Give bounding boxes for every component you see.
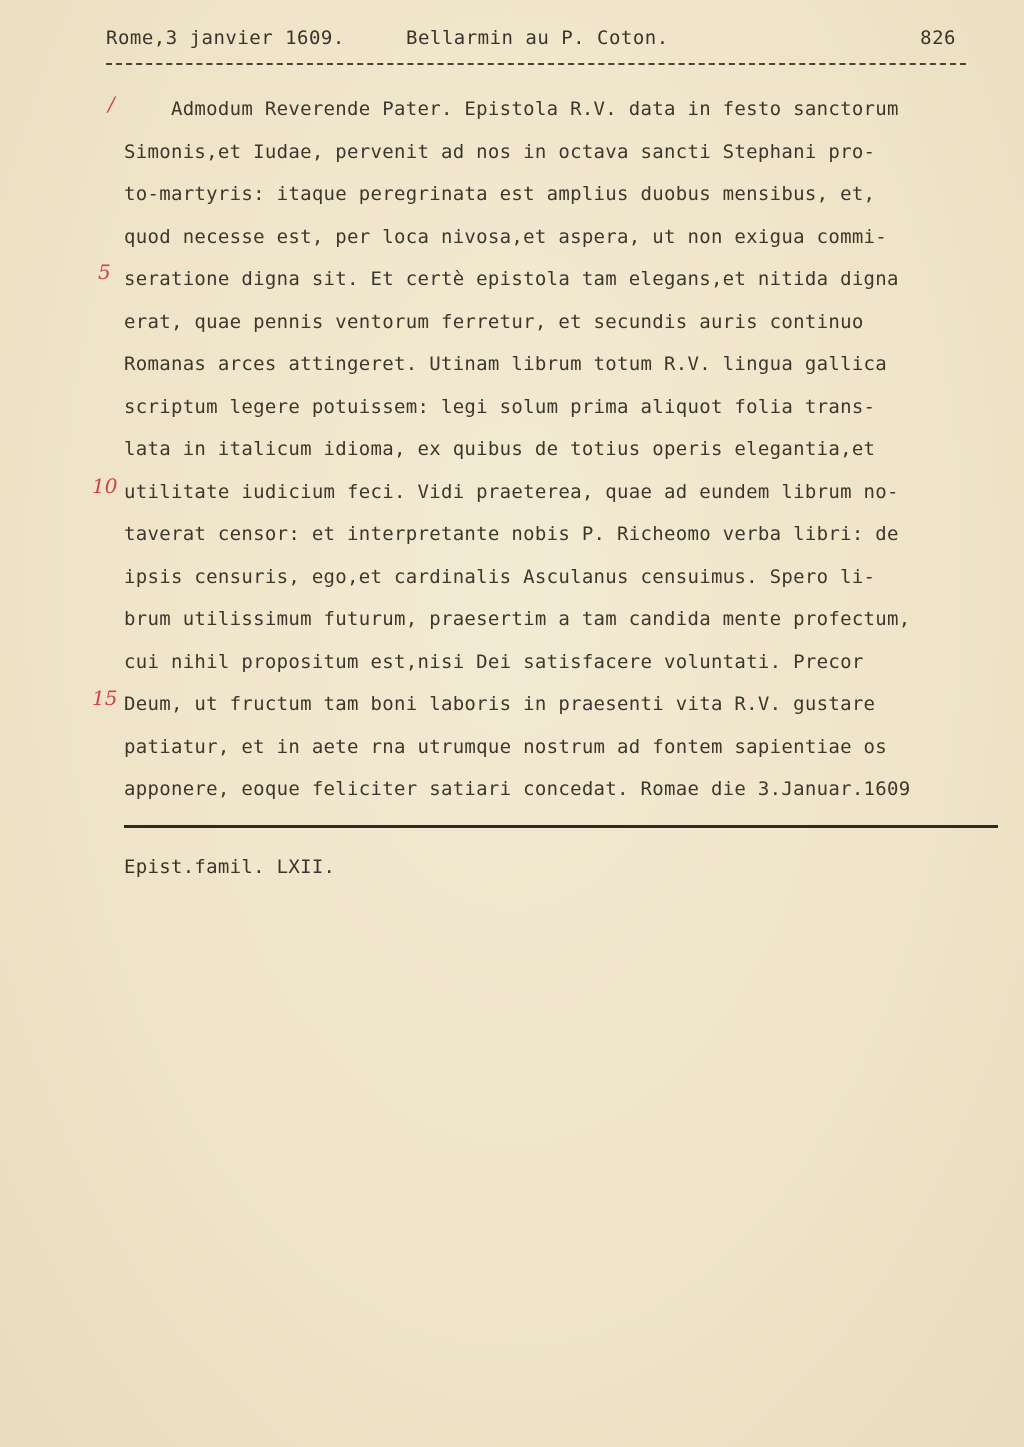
body-line: erat, quae pennis ventorum ferretur, et secundis auris continuo [124, 310, 864, 333]
body-line: Deum, ut fructum tam boni laboris in praesenti vita R.V. gustare [124, 693, 876, 715]
letter-body [124, 88, 1004, 811]
body-line: quod necesse est, per loca nivosa,et aspera, ut non exigua commi- [124, 225, 888, 248]
body-line: ipsis censuris, ego,et cardinalis Asculanus censuimus. Spero li- [124, 565, 876, 588]
body-line: scriptum legere potuissem: legi solum prima aliquot folia trans- [124, 395, 876, 418]
line-number-5: 5 [98, 260, 111, 284]
body-line: Admodum Reverende Pater. Epistola R.V. data in festo sanctorum [124, 98, 899, 120]
body-line: brum utilissimum futurum, praesertim a tam candida mente profectum, [124, 608, 911, 630]
body-line: Simonis,et Iudae, pervenit ad nos in octava sancti Stephani pro- [124, 140, 876, 163]
line-number-1: / [108, 92, 115, 116]
body-line: seratione digna sit. Et certè epistola tam elegans,et nitida digna [124, 268, 899, 290]
page-number: 826 [920, 27, 956, 49]
source-reference: Epist.famil. LXII. [124, 856, 336, 878]
letter-correspondents: Bellarmin au P. Coton. [406, 27, 669, 49]
body-line: Romanas arces attingeret. Utinam librum totum R.V. lingua gallica [124, 353, 888, 375]
header-divider [106, 63, 966, 65]
footer-divider [124, 825, 998, 828]
body-line: apponere, eoque feliciter satiari concedat. Romae die 3.Januar.1609 [124, 778, 911, 800]
body-line: lata in italicum idioma, ex quibus de totius operis elegantia,et [124, 438, 876, 460]
line-number-10: 10 [92, 474, 118, 498]
body-line: utilitate iudicium feci. Vidi praeterea, quae ad eundem librum no- [124, 480, 899, 503]
body-line: to-martyris: itaque peregrinata est amplius duobus mensibus, et, [124, 183, 876, 205]
body-line: taverat censor: et interpretante nobis P. Richeomo verba libri: de [124, 523, 899, 545]
letter-date: Rome,3 janvier 1609. [106, 27, 345, 49]
body-line: cui nihil propositum est,nisi Dei satisfacere voluntati. Precor [124, 650, 864, 673]
body-line: patiatur, et in aete rna utrumque nostrum ad fontem sapientiae os [124, 735, 888, 758]
line-number-15: 15 [92, 686, 118, 710]
page-header [106, 27, 956, 55]
